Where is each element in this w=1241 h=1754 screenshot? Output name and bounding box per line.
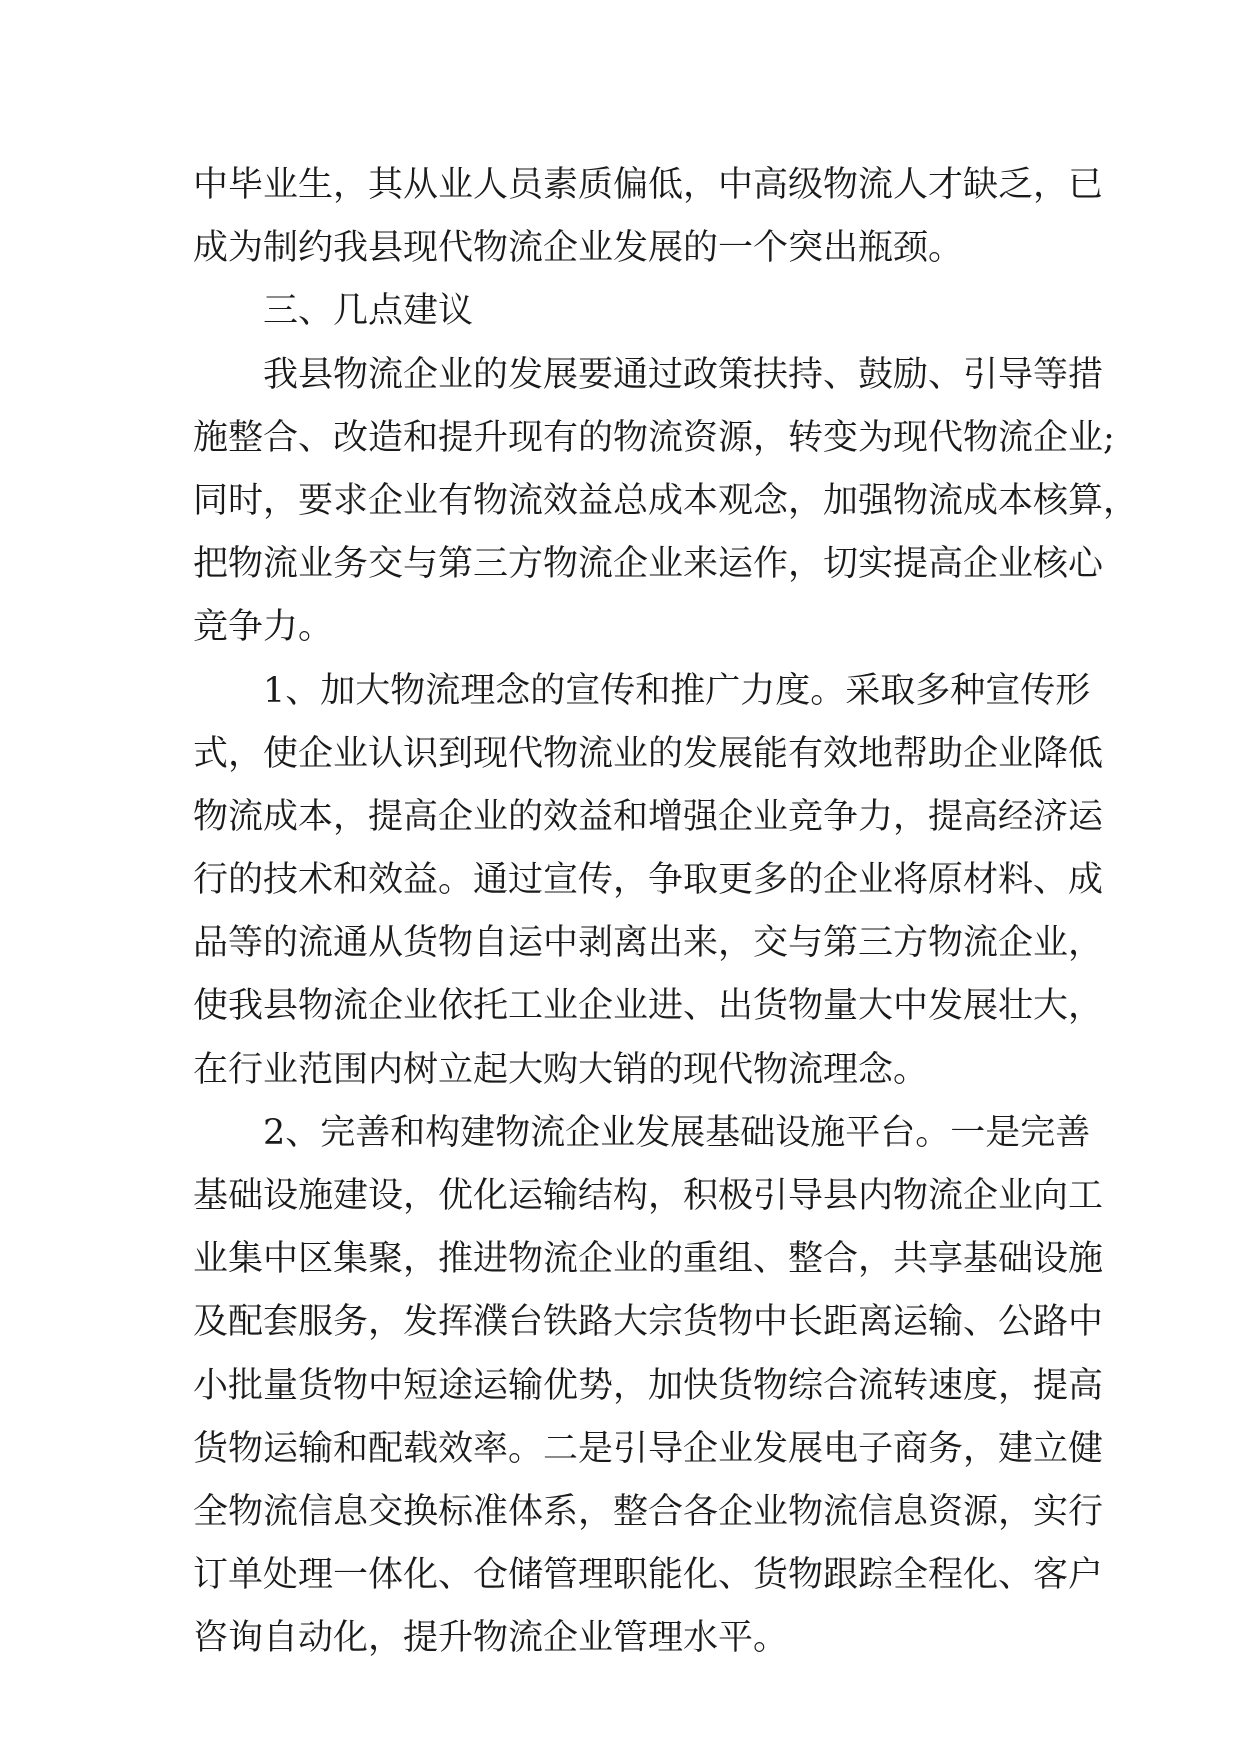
text-line: 施整合、改造和提升现有的物流资源，转变为现代物流企业; — [193, 417, 1115, 458]
text-line: 2、完善和构建物流企业发展基础设施平台。一是完善 — [263, 1112, 1091, 1153]
text-line: 咨询自动化，提升物流企业管理水平。 — [193, 1618, 789, 1659]
text-line: 在行业范围内树立起大购大销的现代物流理念。 — [193, 1049, 929, 1090]
text-line: 使我县物流企业依托工业企业进、出货物量大中发展壮大， — [193, 986, 1104, 1027]
text-line: 全物流信息交换标准体系，整合各企业物流信息资源，实行 — [193, 1491, 1104, 1532]
text-line: 货物运输和配载效率。二是引导企业发展电子商务，建立健 — [193, 1428, 1104, 1469]
text-line: 基础设施建设，优化运输结构，积极引导县内物流企业向工 — [193, 1176, 1104, 1216]
text-line: 竞争力。 — [193, 607, 334, 648]
text-line: 我县物流企业的发展要通过政策扶持、鼓励、引导等措 — [263, 354, 1104, 395]
text-line: 同时，要求企业有物流效益总成本观念，加强物流成本核算， — [193, 480, 1139, 521]
section-heading: 三、几点建议 — [263, 291, 474, 332]
text-line: 行的技术和效益。通过宣传，争取更多的企业将原材料、成 — [193, 860, 1104, 901]
text-line: 订单处理一体化、仓储管理职能化、货物跟踪全程化、客户 — [193, 1555, 1104, 1596]
text-line: 品等的流通从货物自运中剥离出来，交与第三方物流企业， — [193, 923, 1104, 964]
text-line: 成为制约我县现代物流企业发展的一个突出瓶颈。 — [193, 228, 964, 269]
text-line: 式，使企业认识到现代物流业的发展能有效地帮助企业降低 — [193, 733, 1104, 774]
body-text — [193, 154, 1139, 1671]
text-line: 把物流业务交与第三方物流企业来运作，切实提高企业核心 — [193, 544, 1104, 585]
text-line: 业集中区集聚，推进物流企业的重组、整合，共享基础设施 — [193, 1239, 1104, 1280]
text-line: 中毕业生，其从业人员素质偏低，中高级物流人才缺乏，已 — [193, 165, 1104, 205]
text-line: 物流成本，提高企业的效益和增强企业竞争力，提高经济运 — [193, 796, 1104, 837]
text-line: 1、加大物流理念的宣传和推广力度。采取多种宣传形 — [263, 670, 1091, 711]
text-line: 小批量货物中短途运输优势，加快货物综合流转速度，提高 — [193, 1365, 1104, 1406]
text-line: 及配套服务，发挥濮台铁路大宗货物中长距离运输、公路中 — [193, 1302, 1104, 1343]
